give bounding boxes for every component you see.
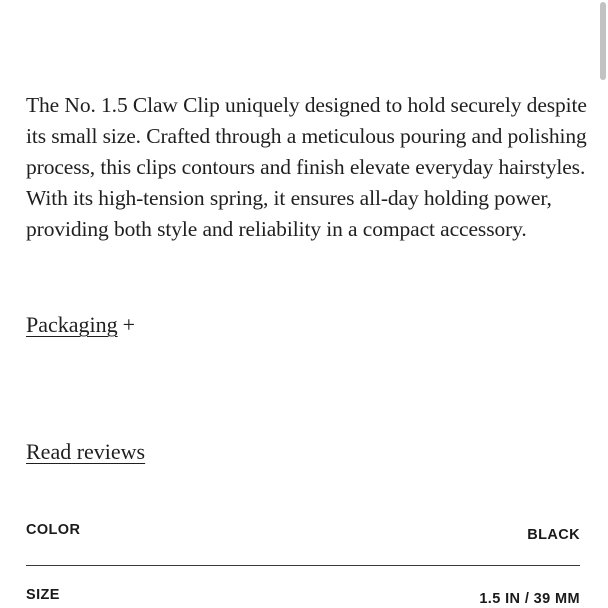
size-value: 1.5 IN / 39 MM: [479, 591, 580, 607]
divider: [26, 565, 580, 566]
read-reviews-link[interactable]: Read reviews: [26, 439, 146, 464]
color-value: BLACK: [527, 527, 580, 543]
size-option-row[interactable]: [26, 587, 580, 608]
size-label: SIZE: [26, 587, 60, 603]
scrollbar-thumb[interactable]: [600, 2, 606, 80]
color-option-row[interactable]: [26, 522, 580, 562]
packaging-link[interactable]: Packaging: [26, 312, 118, 337]
scrollbar[interactable]: [598, 0, 608, 608]
plus-icon[interactable]: +: [122, 312, 136, 337]
product-description: The No. 1.5 Claw Clip uniquely designed to hold securely despite its small size. Crafted through a meticulous pouring and polishing process, this clips contours and finish elevate everyday hairstyles. With its high-tension spring, it ensures all-day holding power, providing both style and reliability in a compact accessory.: [26, 93, 587, 241]
color-label: COLOR: [26, 522, 81, 538]
packaging-accordion[interactable]: [26, 310, 135, 340]
